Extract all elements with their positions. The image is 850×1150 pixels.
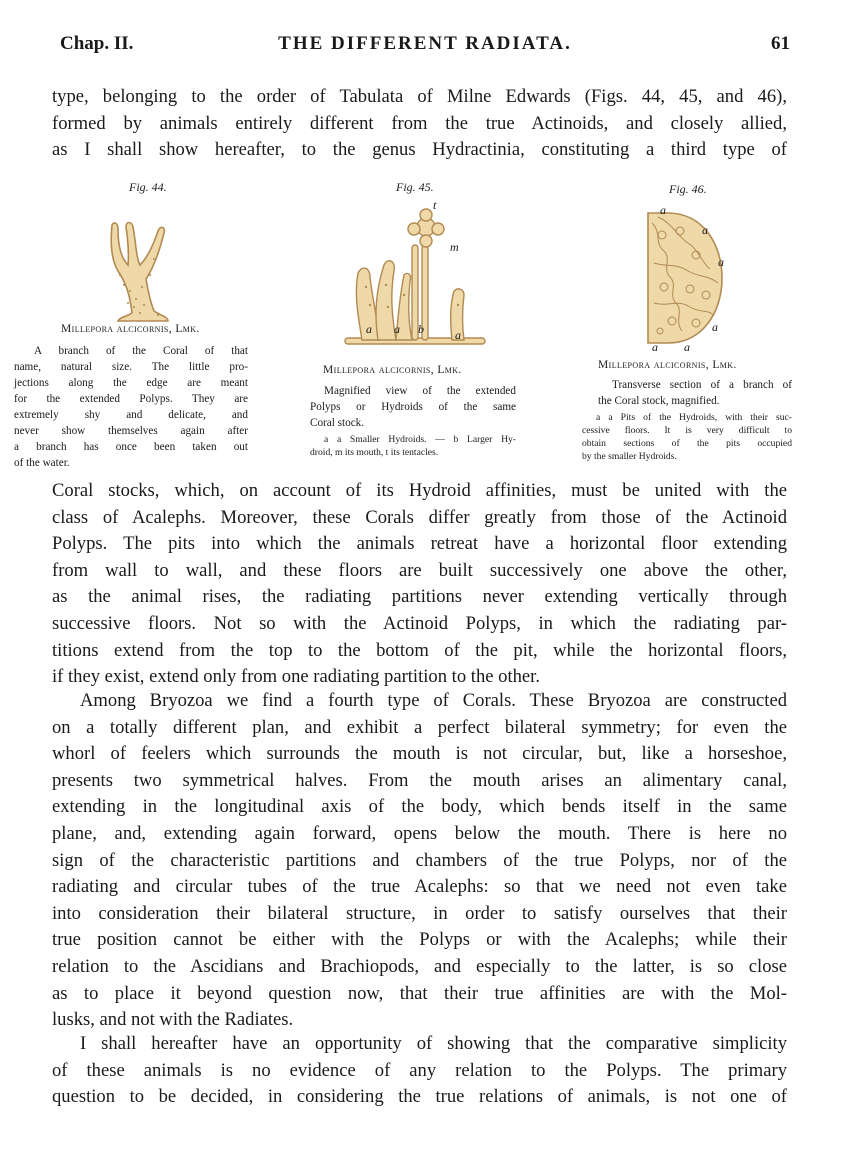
caption-line: extremely shy and delicate, and: [14, 409, 248, 421]
mouth-letter: m: [450, 240, 459, 254]
text-line: whorl of feelers which surrounds the mouth is not circular, but, like a horseshoe,: [52, 743, 787, 765]
figure-46: [582, 175, 802, 475]
figure-44: [14, 175, 254, 475]
text-line: Among Bryozoa we find a fourth type of Corals. These Bryozoa are constructed: [80, 690, 787, 711]
text-line: on a totally different plan, and exhibit a perfect bilateral symmetry; for even the: [52, 716, 787, 738]
caption-line: never show themselves again after: [14, 425, 248, 437]
text-line: radiating and circular tubes of the true Acalephs: so that we need not even take: [52, 876, 787, 898]
text-line: class of Acalephs. Moreover, these Corals differ greatly from those of the Actinoid: [52, 506, 787, 528]
caption-note-line: by the smaller Hydroids.: [582, 451, 677, 462]
text-line: Polyps. The pits into which the animals retreat have a horizontal floor extending: [52, 533, 787, 555]
smaller-hydroid-letter: a: [394, 322, 400, 336]
magnified-polyps-illustration: [300, 195, 530, 345]
page-title: THE DIFFERENT RADIATA.: [278, 33, 572, 54]
text-line: of these animals is no evidence of any relation to the Polyps. The primary: [52, 1059, 787, 1081]
pit-letter: a: [702, 223, 708, 237]
body-paragraph-3: [52, 1031, 787, 1111]
caption-line: Magnified view of the extended: [324, 385, 516, 397]
caption-line: Transverse section of a branch of: [612, 379, 792, 391]
caption-note-line: droid, m its mouth, t its tentacles.: [310, 447, 439, 458]
text-line: successive floors. Not so with the Actinoid Polyps, in which the radiating par-: [52, 612, 787, 634]
text-line: formed by animals entirely different from the true Actinoids, and closely allied,: [52, 112, 787, 134]
figure-45-label: Fig. 45.: [396, 180, 434, 194]
caption-line: the Coral stock, magnified.: [598, 395, 720, 407]
caption-line: a branch has once been taken out: [14, 441, 248, 453]
caption-line: Polyps or Hydroids of the same: [310, 401, 516, 413]
text-line: as the animal rises, the radiating partitions never extending vertically through: [52, 586, 787, 608]
text-line: question to be decided, in considering the true relations of animals, is not one of: [52, 1086, 787, 1108]
coral-branch-illustration: [14, 195, 254, 325]
pit-letter: a: [652, 340, 658, 354]
text-line: true position cannot be either with the Polyps or with the Acalephs; while their: [52, 929, 787, 951]
text-line: lusks, and not with the Radiates.: [52, 1009, 294, 1031]
caption-note-line: a a Pits of the Hydroids, with their suc-: [596, 412, 792, 423]
tentacles-letter: t: [433, 198, 437, 212]
figure-44-title: Millepora alcicornis, Lmk.: [61, 323, 200, 335]
text-line: sign of the characteristic partitions and chambers of the true Polyps, nor of the: [52, 849, 787, 871]
figure-46-title: Millepora alcicornis, Lmk.: [598, 359, 737, 371]
text-line: Coral stocks, which, on account of its Hydroid affinities, must be united with the: [52, 480, 787, 501]
figure-45-description: [310, 383, 516, 431]
figure-46-note: [582, 411, 792, 463]
text-line: extending in the longitudinal axis of the body, which bends itself in the same: [52, 796, 787, 818]
caption-line: Coral stock.: [310, 417, 365, 429]
text-line: plane, and, extending again forward, opens below the mouth. There is here no: [52, 822, 787, 844]
text-line: from wall to wall, and these floors are built successively one above the other,: [52, 559, 787, 581]
body-paragraph-2: [52, 688, 787, 1034]
figure-46-description: [598, 377, 792, 409]
text-line: as to place it beyond question now, that their true affinities are with the Mol-: [52, 982, 787, 1004]
page-header: [60, 33, 790, 61]
text-line: relation to the Ascidians and Brachiopods, and especially to the latter, is so close: [52, 955, 787, 977]
page-number: 61: [771, 33, 790, 54]
intro-paragraph: [52, 84, 787, 164]
text-line: I shall hereafter have an opportunity of showing that the comparative simplicity: [80, 1033, 787, 1054]
chapter-label: Chap. II.: [60, 33, 134, 54]
caption-note-line: cessive floors. It is very difficult to: [582, 425, 792, 436]
larger-hydroid-letter: b: [418, 322, 424, 336]
pit-letter: a: [684, 340, 690, 354]
smaller-hydroid-letter: a: [455, 328, 461, 342]
figure-45-title: Millepora alcicornis, Lmk.: [323, 364, 462, 376]
text-line: as I shall show hereafter, to the genus Hydractinia, constituting a third type of: [52, 139, 787, 161]
figure-44-label: Fig. 44.: [129, 180, 167, 194]
caption-line: of the water.: [14, 457, 70, 469]
figure-46-label: Fig. 46.: [669, 182, 707, 196]
caption-note-line: a a Smaller Hydroids. — b Larger Hy-: [324, 434, 516, 445]
caption-note-line: obtain sections of the pits occupied: [582, 438, 792, 449]
pit-letter: a: [660, 203, 666, 217]
text-line: if they exist, extend only from one radiating partition to the other.: [52, 666, 540, 688]
text-line: type, belonging to the order of Tabulata of Milne Edwards (Figs. 44, 45, and 46),: [52, 86, 787, 107]
caption-line: jections along the edge are meant: [14, 377, 248, 389]
caption-line: name, natural size. The little pro-: [14, 361, 248, 373]
figure-45-note: [310, 433, 516, 459]
figure-45: [300, 175, 530, 475]
pit-letter: a: [712, 320, 718, 334]
caption-line: A branch of the Coral of that: [34, 345, 248, 357]
smaller-hydroid-letter: a: [366, 322, 372, 336]
caption-line: for the extended Polyps. They are: [14, 393, 248, 405]
figure-44-description: [14, 343, 248, 471]
body-paragraph-1: [52, 478, 787, 691]
transverse-section-illustration: [592, 203, 802, 353]
pit-letter: a: [718, 255, 724, 269]
text-line: into consideration their bilateral structure, in order to satisfy ourselves that their: [52, 902, 787, 924]
text-line: presents two symmetrical halves. From the mouth arises an alimentary canal,: [52, 769, 787, 791]
text-line: titions extend from the top to the bottom of the pit, while the horizontal floors,: [52, 639, 787, 661]
